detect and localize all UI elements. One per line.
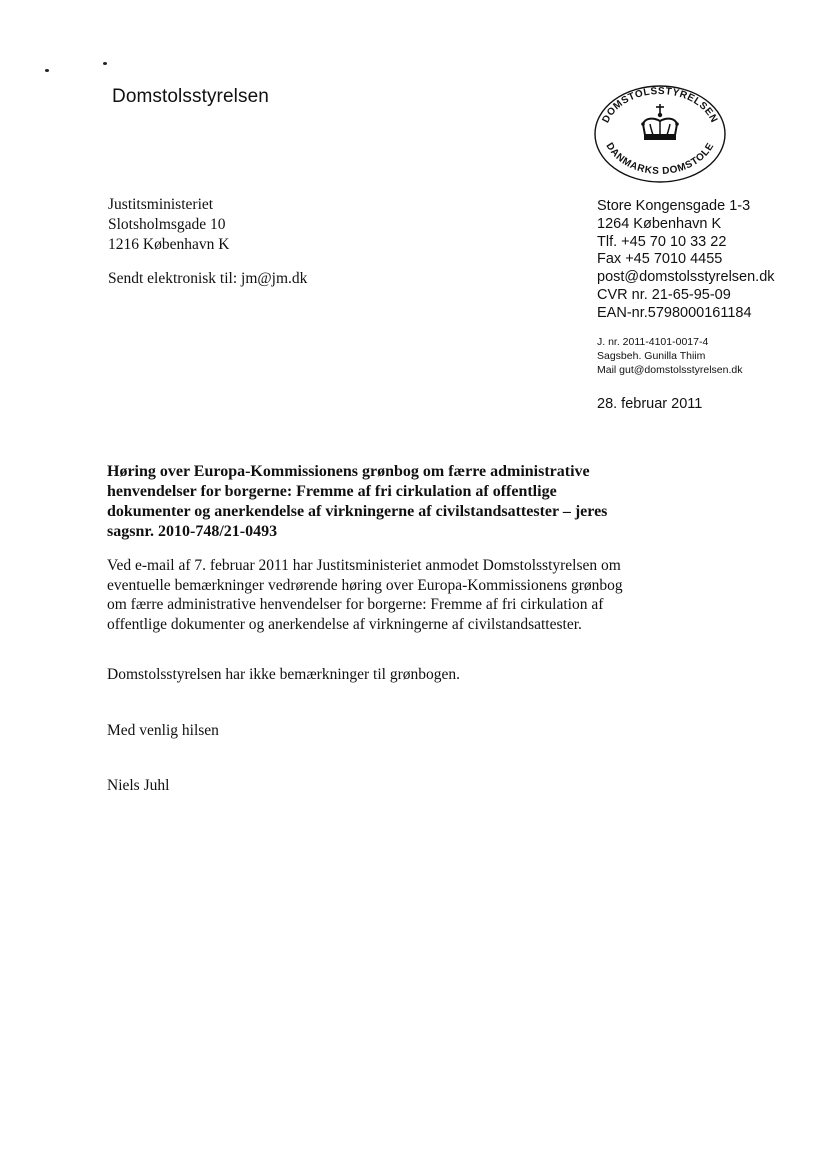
- case-officer: Sagsbeh. Gunilla Thiim: [597, 350, 706, 362]
- contact-line: Store Kongensgade 1-3: [597, 198, 751, 214]
- seal-bottom-text: DANMARKS DOMSTOLE: [603, 140, 717, 178]
- body-paragraph: Ved e-mail af 7. februar 2011 har Justitsministeriet anmodet Domstolsstyrelsen om eventuelle bemærkninger vedrørende høring over Europa-Kommissionens grønbog om færre administrative henvendelser for borgerne: Fremme af fri cirkulation af offentlige dokumenter og anerkendelse af virkningerne af civilstandsattester.: [107, 557, 623, 633]
- recipient-address: [108, 195, 229, 255]
- letter-subject: Høring over Europa-Kommissionens grønbog om færre administrative henvendelser for borgerne: Fremme af fri cirkulation af offentlige dokumenter og anerkendelse af virkningerne af civilstandsattester – jeres sagsnr. 2010-748/21-0493: [107, 463, 608, 540]
- sender-contact-block: [597, 198, 775, 323]
- journal-number: J. nr. 2011-4101-0017-4: [597, 336, 709, 348]
- contact-line: CVR nr. 21-65-95-09: [597, 286, 731, 303]
- recipient-line: Slotsholmsgade 10: [108, 216, 226, 233]
- recipient-line: 1216 København K: [108, 236, 230, 253]
- contact-line: EAN-nr.5798000161184: [597, 304, 752, 321]
- recipient-line: Justitsministeriet: [108, 196, 214, 213]
- case-meta: [597, 335, 742, 377]
- crown-icon: [641, 104, 679, 140]
- domstolsstyrelsen-seal-logo: [593, 84, 727, 184]
- body-paragraph: Domstolsstyrelsen har ikke bemærkninger til grønbogen.: [107, 666, 460, 683]
- sent-electronically-to: Sendt elektronisk til: jm@jm.dk: [108, 270, 308, 287]
- contact-line: Fax +45 7010 4455: [597, 251, 723, 268]
- scan-speck: [103, 62, 107, 65]
- case-officer-mail: Mail gut@domstolsstyrelsen.dk: [597, 364, 743, 376]
- seal-top-text: DOMSTOLSSTYRELSEN: [600, 85, 720, 125]
- contact-line: Tlf. +45 70 10 33 22: [597, 233, 727, 250]
- signature-name: Niels Juhl: [107, 777, 170, 794]
- letter-date: 28. februar 2011: [597, 396, 703, 412]
- closing-greeting: Med venlig hilsen: [107, 722, 219, 739]
- contact-line: 1264 København K: [597, 215, 722, 232]
- contact-line: post@domstolsstyrelsen.dk: [597, 269, 775, 286]
- scan-speck: [45, 69, 49, 72]
- organization-name: Domstolsstyrelsen: [112, 86, 269, 107]
